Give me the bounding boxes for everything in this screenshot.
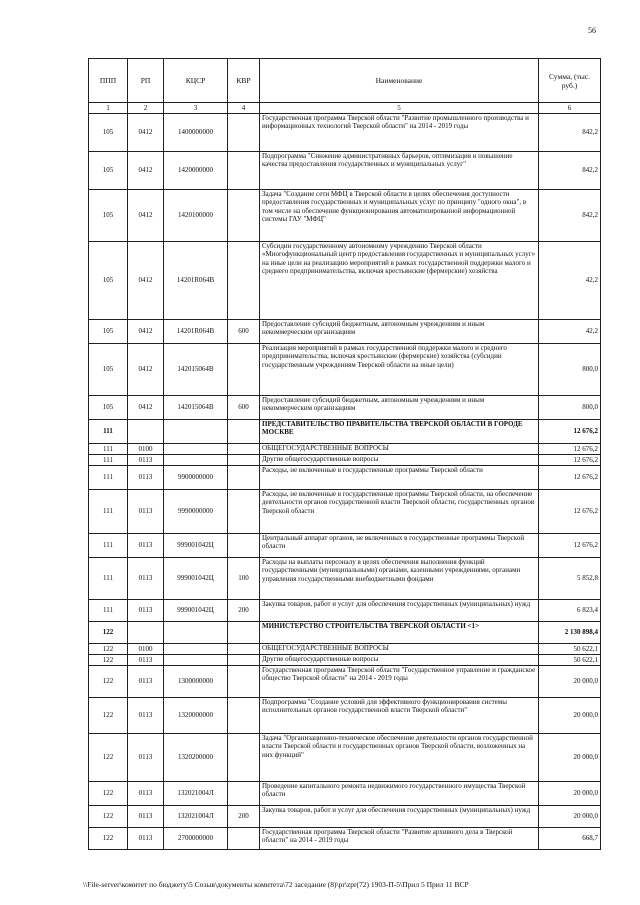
cell-name: Закупка товаров, работ и услуг для обеспечения государственных (муниципальных) нужд <box>260 806 539 828</box>
cell-rp: 0412 <box>128 242 164 320</box>
cell-name: ПРЕДСТАВИТЕЛЬСТВО ПРАВИТЕЛЬСТВА ТВЕРСКОЙ ОБЛАСТИ В ГОРОДЕ МОСКВЕ <box>260 420 539 444</box>
cell-sum: 12 676,2 <box>539 444 601 455</box>
cell-ppp: 111 <box>89 444 128 455</box>
table-row <box>89 114 601 152</box>
table-row <box>89 490 601 534</box>
cell-name: Подпрограмма "Создание условий для эффективного функционирования системы исполнительных органов государственной власти Тверской области" <box>260 698 539 734</box>
column-number: 5 <box>260 103 539 114</box>
header-row <box>89 59 601 103</box>
cell-kcsr: 999001042Ц <box>164 534 228 558</box>
cell-rp <box>128 420 164 444</box>
cell-kcsr: 1420000000 <box>164 152 228 190</box>
table-row <box>89 734 601 782</box>
cell-rp <box>128 622 164 644</box>
cell-name: Предоставление субсидий бюджетным, автономным учреждениям и иным некоммерческим организациям <box>260 396 539 420</box>
cell-kcsr <box>164 444 228 455</box>
table-row <box>89 420 601 444</box>
table-row <box>89 600 601 622</box>
cell-ppp: 111 <box>89 455 128 466</box>
cell-kvr <box>228 420 260 444</box>
cell-kcsr: 14201R064B <box>164 320 228 344</box>
cell-name: Центральный аппарат органов, не включенных в государственные программы Тверской области <box>260 534 539 558</box>
cell-rp: 0113 <box>128 466 164 490</box>
table-row <box>89 806 601 828</box>
budget-table <box>88 58 601 850</box>
cell-kvr <box>228 344 260 396</box>
cell-name: Предоставление субсидий бюджетным, автономным учреждениям и иным некоммерческим организациям <box>260 320 539 344</box>
cell-name: Другие общегосударственные вопросы <box>260 655 539 666</box>
cell-kvr: 600 <box>228 396 260 420</box>
cell-name: Государственная программа Тверской области "Развитие промышленного производства и информационных технологий Тверской области" на 2014 - 2019 годы <box>260 114 539 152</box>
cell-kcsr: 132021004Л <box>164 806 228 828</box>
cell-name: ОБЩЕГОСУДАРСТВЕННЫЕ ВОПРОСЫ <box>260 444 539 455</box>
cell-sum: 20 000,0 <box>539 698 601 734</box>
page-number: 56 <box>588 26 596 35</box>
file-path-footer: \\File-server\комитет по бюджету\5 Созыв\документы комитета\72 заседание (8)\pr\zpr(72) 1903-П-5\Прил 5 Прил 11 ВСР <box>83 880 469 889</box>
cell-sum: 20 000,0 <box>539 782 601 806</box>
cell-ppp: 105 <box>89 396 128 420</box>
cell-ppp: 111 <box>89 466 128 490</box>
cell-sum: 50 622,1 <box>539 644 601 655</box>
cell-rp: 0113 <box>128 698 164 734</box>
cell-kvr <box>228 466 260 490</box>
cell-rp: 0113 <box>128 655 164 666</box>
column-number: 1 <box>89 103 128 114</box>
cell-rp: 0412 <box>128 344 164 396</box>
cell-name: Другие общегосударственные вопросы <box>260 455 539 466</box>
cell-kvr <box>228 666 260 698</box>
cell-kcsr: 1320000000 <box>164 698 228 734</box>
cell-kvr <box>228 644 260 655</box>
table-row <box>89 828 601 850</box>
cell-name: Государственная программа Тверской области "Развитие архивного дела в Тверской области" на 2014 - 2019 годы <box>260 828 539 850</box>
cell-kcsr: 999001042Ц <box>164 558 228 600</box>
cell-kcsr <box>164 455 228 466</box>
cell-rp: 0412 <box>128 190 164 242</box>
cell-kvr <box>228 190 260 242</box>
cell-kvr <box>228 622 260 644</box>
cell-kvr <box>228 534 260 558</box>
cell-sum: 5 852,8 <box>539 558 601 600</box>
cell-name: Задача "Создание сети МФЦ в Тверской области в целях обеспечения доступности предоставления государственных и муниципальных услуг по принципу "одного окна", в том числе на обеспечение функционирования автоматизированной информационной системы ГАУ "МФЦ" <box>260 190 539 242</box>
table-row <box>89 558 601 600</box>
cell-sum: 12 676,2 <box>539 420 601 444</box>
cell-kcsr: 2700000000 <box>164 828 228 850</box>
cell-kvr: 100 <box>228 558 260 600</box>
cell-name: Расходы, не включенные в государственные программы Тверской области <box>260 466 539 490</box>
cell-name: Государственная программа Тверской области "Государственное управление и гражданское общество Тверской области" на 2014 - 2019 годы <box>260 666 539 698</box>
cell-sum: 2 130 898,4 <box>539 622 601 644</box>
cell-kvr <box>228 734 260 782</box>
cell-rp: 0113 <box>128 806 164 828</box>
cell-kcsr <box>164 622 228 644</box>
cell-ppp: 105 <box>89 114 128 152</box>
cell-name: Задача "Организационно-техническое обеспечение деятельности органов государственной власти Тверской области и государственных органов Тверской области, возложенных на них функций" <box>260 734 539 782</box>
cell-sum: 668,7 <box>539 828 601 850</box>
cell-kcsr <box>164 644 228 655</box>
cell-ppp: 122 <box>89 806 128 828</box>
cell-kvr <box>228 242 260 320</box>
cell-ppp: 122 <box>89 655 128 666</box>
cell-ppp: 111 <box>89 490 128 534</box>
cell-ppp: 105 <box>89 242 128 320</box>
cell-sum: 800,0 <box>539 344 601 396</box>
table-row <box>89 344 601 396</box>
cell-ppp: 105 <box>89 320 128 344</box>
cell-kvr <box>228 114 260 152</box>
cell-name: ОБЩЕГОСУДАРСТВЕННЫЕ ВОПРОСЫ <box>260 644 539 655</box>
cell-kcsr: 1320200000 <box>164 734 228 782</box>
cell-sum: 12 676,2 <box>539 534 601 558</box>
table-row <box>89 534 601 558</box>
cell-sum: 42,2 <box>539 242 601 320</box>
cell-kvr: 200 <box>228 600 260 622</box>
cell-name: Закупка товаров, работ и услуг для обеспечения государственных (муниципальных) нужд <box>260 600 539 622</box>
cell-ppp: 105 <box>89 190 128 242</box>
cell-ppp: 111 <box>89 420 128 444</box>
cell-kcsr: 999001042Ц <box>164 600 228 622</box>
cell-ppp: 122 <box>89 698 128 734</box>
cell-rp: 0113 <box>128 490 164 534</box>
cell-kvr <box>228 828 260 850</box>
cell-ppp: 105 <box>89 344 128 396</box>
column-number: 3 <box>164 103 228 114</box>
cell-sum: 20 000,0 <box>539 734 601 782</box>
cell-kvr <box>228 698 260 734</box>
cell-kvr <box>228 152 260 190</box>
cell-kvr: 600 <box>228 320 260 344</box>
cell-kvr <box>228 782 260 806</box>
cell-sum: 12 676,2 <box>539 490 601 534</box>
header-sum: Сумма, (тыс. руб.) <box>539 59 601 103</box>
cell-kcsr: 142015064B <box>164 396 228 420</box>
header-rp: РП <box>128 59 164 103</box>
cell-kvr <box>228 444 260 455</box>
cell-name: Расходы на выплаты персоналу в целях обеспечения выполнения функций государственными (муниципальными) органами, казенными учреждениями, органами управления государственными внебюджетными фондами <box>260 558 539 600</box>
table-row <box>89 190 601 242</box>
cell-rp: 0100 <box>128 444 164 455</box>
table-row <box>89 396 601 420</box>
cell-kcsr <box>164 420 228 444</box>
cell-sum: 842,2 <box>539 114 601 152</box>
cell-ppp: 111 <box>89 600 128 622</box>
cell-kcsr: 14201R064B <box>164 242 228 320</box>
cell-rp: 0412 <box>128 396 164 420</box>
cell-ppp: 122 <box>89 666 128 698</box>
cell-rp: 0113 <box>128 828 164 850</box>
column-number: 2 <box>128 103 164 114</box>
cell-rp: 0412 <box>128 320 164 344</box>
table-row <box>89 152 601 190</box>
cell-kvr <box>228 490 260 534</box>
cell-sum: 12 676,2 <box>539 466 601 490</box>
table-row <box>89 242 601 320</box>
cell-kvr <box>228 455 260 466</box>
header-kcsr: КЦСР <box>164 59 228 103</box>
cell-sum: 800,0 <box>539 396 601 420</box>
header-name: Наименование <box>260 59 539 103</box>
column-number: 4 <box>228 103 260 114</box>
table-row <box>89 698 601 734</box>
cell-kcsr: 9990000000 <box>164 490 228 534</box>
table-row <box>89 782 601 806</box>
cell-name: Проведение капитального ремонта недвижимого государственного имущества Тверской области <box>260 782 539 806</box>
header-ppp: ППП <box>89 59 128 103</box>
table-row <box>89 466 601 490</box>
cell-kcsr: 1420100000 <box>164 190 228 242</box>
cell-rp: 0113 <box>128 782 164 806</box>
table-row <box>89 320 601 344</box>
header-kvr: КВР <box>228 59 260 103</box>
cell-name: Субсидии государственному автономному учреждению Тверской области «Многофункциональный центр предоставления государственных и муниципальных услуг» на иные цели на реализацию мероприятий в рамках государственной поддержки малого и среднего предпринимательства, включая крестьянские (фермерские) хозяйства <box>260 242 539 320</box>
table-row <box>89 455 601 466</box>
cell-kvr: 200 <box>228 806 260 828</box>
table-row <box>89 666 601 698</box>
cell-ppp: 122 <box>89 644 128 655</box>
cell-rp: 0113 <box>128 455 164 466</box>
column-number-row <box>89 103 601 114</box>
cell-sum: 12 676,2 <box>539 455 601 466</box>
cell-ppp: 122 <box>89 782 128 806</box>
cell-kcsr: 9900000000 <box>164 466 228 490</box>
cell-ppp: 111 <box>89 534 128 558</box>
cell-name: Расходы, не включенные в государственные программы Тверской области, на обеспечение деятельности органов государственной власти Тверской области, государственных органов Тверской области <box>260 490 539 534</box>
table-row <box>89 655 601 666</box>
cell-rp: 0113 <box>128 600 164 622</box>
cell-kcsr <box>164 655 228 666</box>
cell-rp: 0412 <box>128 114 164 152</box>
cell-rp: 0113 <box>128 534 164 558</box>
cell-sum: 6 823,4 <box>539 600 601 622</box>
cell-rp: 0113 <box>128 734 164 782</box>
cell-sum: 50 622,1 <box>539 655 601 666</box>
cell-name: Реализация мероприятий в рамках государственной поддержки малого и среднего предпринимательства, включая крестьянские (фермерские) хозяйства (субсидии государственным учреждениям Тверской области на иные цели) <box>260 344 539 396</box>
cell-ppp: 111 <box>89 558 128 600</box>
cell-rp: 0113 <box>128 558 164 600</box>
cell-name: МИНИСТЕРСТВО СТРОИТЕЛЬСТВА ТВЕРСКОЙ ОБЛАСТИ <1> <box>260 622 539 644</box>
cell-rp: 0113 <box>128 666 164 698</box>
cell-ppp: 105 <box>89 152 128 190</box>
cell-sum: 42,2 <box>539 320 601 344</box>
cell-kcsr: 132021004Л <box>164 782 228 806</box>
table-row <box>89 444 601 455</box>
cell-rp: 0412 <box>128 152 164 190</box>
cell-sum: 20 000,0 <box>539 666 601 698</box>
cell-sum: 842,2 <box>539 190 601 242</box>
column-number: 6 <box>539 103 601 114</box>
cell-rp: 0100 <box>128 644 164 655</box>
table-row <box>89 622 601 644</box>
cell-kcsr: 142015064B <box>164 344 228 396</box>
cell-kvr <box>228 655 260 666</box>
cell-ppp: 122 <box>89 622 128 644</box>
cell-ppp: 122 <box>89 734 128 782</box>
cell-ppp: 122 <box>89 828 128 850</box>
cell-sum: 842,2 <box>539 152 601 190</box>
cell-sum: 20 000,0 <box>539 806 601 828</box>
cell-kcsr: 1400000000 <box>164 114 228 152</box>
table-row <box>89 644 601 655</box>
cell-name: Подпрограмма "Снижение административных барьеров, оптимизация и повышение качества предоставления государственных и муниципальных услуг" <box>260 152 539 190</box>
cell-kcsr: 1300000000 <box>164 666 228 698</box>
